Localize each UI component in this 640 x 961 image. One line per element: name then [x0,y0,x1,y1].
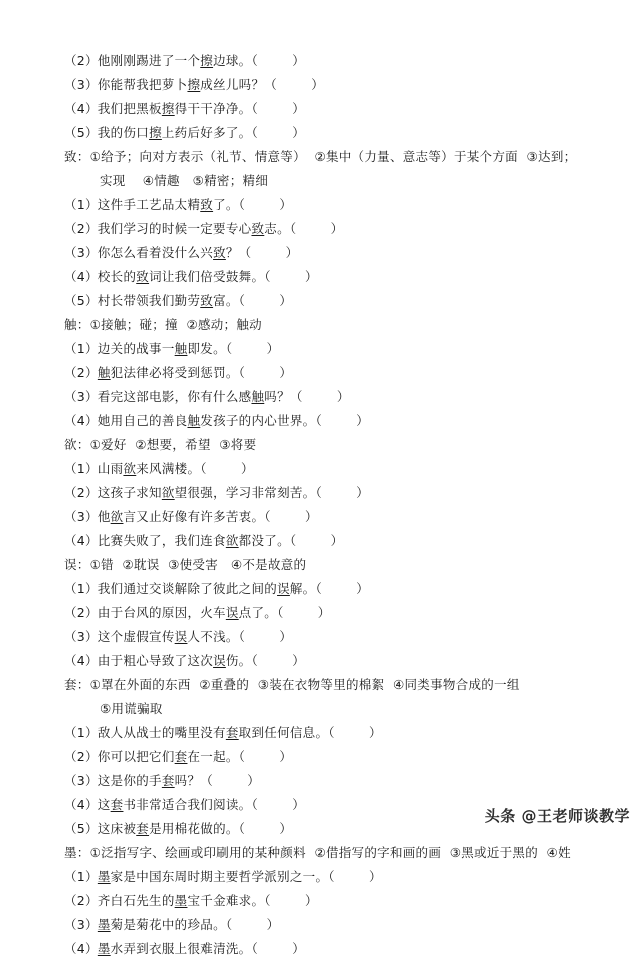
item-text: 了。（ ） [213,197,293,212]
item-text: （1）敌人从战士的嘴里没有 [64,725,226,740]
definition-line: 墨：①泛指写字、绘画或印刷用的某种颜料 ②借指写的字和画的画 ③黑或近于黑的 ④姓 [64,845,571,860]
item-text: 望很强，学习非常刻苦。（ ） [174,485,370,500]
exercise-item [0,361,640,385]
item-text: （2）由于台风的原因，火车 [64,605,226,620]
target-character: 致 [200,197,214,212]
item-text: 人不浅。（ ） [187,629,293,644]
item-text: 水弄到衣服上很难清洗。（ ） [110,941,306,956]
item-text: 点了。（ ） [238,605,331,620]
item-text: 即发。（ ） [187,341,280,356]
item-text: （3）这是你的手 [64,773,162,788]
exercise-item [0,769,640,793]
exercise-item [0,337,640,361]
item-text: 书非常适合我们阅读。（ ） [123,797,306,812]
target-character: 套 [136,821,150,836]
item-text: 取到任何信息。（ ） [238,725,382,740]
target-character: 致 [136,269,150,284]
item-text: （5）村长带领我们勤劳 [64,293,201,308]
target-character: 触 [251,389,265,404]
target-character: 套 [174,749,188,764]
item-text: 上药后好多了。（ ） [161,125,306,140]
target-character: 致 [251,221,265,236]
item-text: （3） [64,917,98,932]
item-text: 菊是菊花中的珍品。（ ） [110,917,280,932]
item-text: （5）这床被 [64,821,137,836]
exercise-item [0,193,640,217]
item-text: （2） [64,365,98,380]
item-text: （3）你能帮我把萝卜 [64,77,188,92]
item-text: （4）比赛失败了，我们连食 [64,533,226,548]
item-text: 在一起。（ ） [187,749,293,764]
item-text: （4）校长的 [64,269,137,284]
exercise-item [0,121,640,145]
target-character: 欲 [123,461,137,476]
watermark: 头条 @王老师谈教学 [484,807,630,825]
item-text: 得干干净净。（ ） [174,101,306,116]
exercise-item [0,625,640,649]
target-character: 墨 [174,893,188,908]
item-text: 宝千金难求。（ ） [187,893,318,908]
item-text: 词让我们倍受鼓舞。（ ） [149,269,318,284]
exercise-item [0,721,640,745]
exercise-item [0,49,640,73]
item-text: ？（ ） [225,245,299,260]
item-text: （4） [64,941,98,956]
target-character: 致 [200,293,214,308]
exercise-item [0,601,640,625]
item-text: 言又止好像有许多苦衷。（ ） [123,509,318,524]
exercise-item [0,73,640,97]
item-text: （2）这孩子求知 [64,485,162,500]
target-character: 触 [174,341,188,356]
item-text: （1）我们通过交谈解除了彼此之间的 [64,581,278,596]
item-text: 吗？（ ） [264,389,350,404]
target-character: 套 [225,725,239,740]
item-text: （4）由于粗心导致了这次 [64,653,214,668]
definition-line: 误：①错 ②耽误 ③使受害 ④不是故意的 [64,557,307,572]
exercise-item [0,241,640,265]
definition-line: 欲：①爱好 ②想要，希望 ③将要 [64,437,257,452]
exercise-item [0,649,640,673]
target-character: 墨 [97,941,111,956]
exercise-item [0,217,640,241]
item-text: 伤。（ ） [225,653,306,668]
item-text: （3）你怎么看着没什么兴 [64,245,214,260]
item-text: （4）她用自己的善良 [64,413,188,428]
target-character: 擦 [149,125,162,140]
exercise-item [0,865,640,889]
exercise-item [0,409,640,433]
item-text: （2）他刚刚踢进了一个 [64,53,201,68]
target-character: 墨 [97,917,111,932]
item-text: 志。（ ） [264,221,344,236]
target-character: 致 [213,245,226,260]
target-character: 触 [187,413,201,428]
exercise-item [0,385,640,409]
item-text: （2）你可以把它们 [64,749,175,764]
definition-continuation: ⑤用谎骗取 [100,701,163,716]
target-character: 擦 [200,53,214,68]
target-character: 误 [174,629,188,644]
exercise-item [0,97,640,121]
definition-line: 触：①接触；碰；撞 ②感动；触动 [64,317,262,332]
exercise-item [0,505,640,529]
item-text: （1）山雨 [64,461,124,476]
item-text: （3）看完这部电影，你有什么感 [64,389,252,404]
definition-continuation: 实现 ④情趣 ⑤精密；精细 [100,173,269,188]
item-text: 是用棉花做的。（ ） [149,821,293,836]
target-character: 擦 [161,101,175,116]
item-text: （3）他 [64,509,111,524]
item-text: （1）边关的战事一 [64,341,175,356]
exercise-item [0,577,640,601]
item-text: （4）我们把黑板 [64,101,162,116]
target-character: 擦 [187,77,201,92]
exercise-item [0,457,640,481]
exercise-item [0,913,640,937]
item-text: 解。（ ） [289,581,370,596]
item-text: （1） [64,869,98,884]
target-character: 欲 [225,533,239,548]
target-character: 套 [110,797,124,812]
item-text: 来风满楼。（ ） [136,461,254,476]
item-text: 成丝儿吗？（ ） [200,77,325,92]
target-character: 触 [97,365,111,380]
item-text: （3）这个虚假宣传 [64,629,175,644]
exercise-item [0,745,640,769]
exercise-item [0,937,640,961]
target-character: 误 [277,581,290,596]
item-text: （4）这 [64,797,111,812]
item-text: （2）齐白石先生的 [64,893,175,908]
item-text: 吗？（ ） [174,773,261,788]
item-text: 富。（ ） [213,293,293,308]
definition-line: 致：①给予；向对方表示（礼节、情意等） ②集中（力量、意志等）于某个方面 ③达到； [64,149,577,164]
exercise-item [0,289,640,313]
exercise-item [0,481,640,505]
item-text: 发孩子的内心世界。（ ） [200,413,370,428]
item-text: （5）我的伤口 [64,125,150,140]
target-character: 欲 [161,485,175,500]
exercise-item [0,889,640,913]
target-character: 墨 [97,869,111,884]
item-text: 边球。（ ） [213,53,306,68]
definition-line: 套：①罩在外面的东西 ②重叠的 ③装在衣物等里的棉絮 ④同类事物合成的一组 [64,677,520,692]
item-text: （2）我们学习的时候一定要专心 [64,221,252,236]
target-character: 误 [225,605,239,620]
item-text: 都没了。（ ） [238,533,344,548]
exercise-item [0,529,640,553]
exercise-item [0,265,640,289]
item-text: 家是中国东周时期主要哲学派别之一。（ ） [110,869,382,884]
item-text: 犯法律必将受到惩罚。（ ） [110,365,293,380]
target-character: 误 [213,653,226,668]
target-character: 欲 [110,509,124,524]
target-character: 套 [161,773,175,788]
item-text: （1）这件手工艺品太精 [64,197,201,212]
